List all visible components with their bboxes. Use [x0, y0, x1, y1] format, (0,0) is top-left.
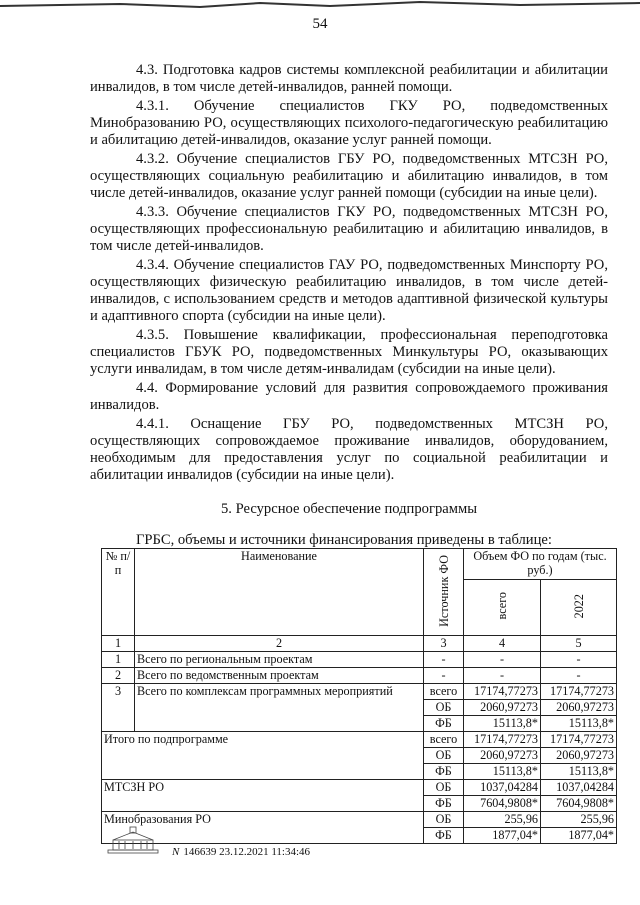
table-row: [102, 668, 617, 684]
document-registration: [172, 846, 310, 858]
paragraph: 4.3.1. Обучение специалистов ГКУ РО, подведомственных Минобразованию РО, осуществляющих психолого-педагогическую реабилитацию и абилитацию детей-инвалидов, оказание услуг ранней помощи.: [90, 98, 608, 148]
financing-table: [101, 548, 617, 844]
table-row: [102, 652, 617, 668]
row-total: -: [464, 652, 541, 668]
header-total-label: всего: [495, 592, 509, 620]
row-source: всего: [424, 684, 464, 700]
number-sign: N: [172, 846, 180, 858]
row-total: 17174,77273: [464, 684, 541, 700]
row-year: -: [541, 652, 617, 668]
row-source: ФБ: [424, 716, 464, 732]
table-row: [102, 732, 617, 748]
index-cell: 1: [102, 636, 135, 652]
row-year: 17174,77273: [541, 732, 617, 748]
row-name: Всего по региональным проектам: [135, 652, 424, 668]
row-name: Минобразования РО: [102, 812, 424, 844]
row-num: 1: [102, 652, 135, 668]
row-total: 15113,8*: [464, 764, 541, 780]
header-year-label: 2022: [571, 593, 586, 619]
row-year: 2060,97273: [541, 700, 617, 716]
row-source: ОБ: [424, 780, 464, 796]
row-total: 255,96: [464, 812, 541, 828]
index-cell: 5: [541, 636, 617, 652]
row-total: 2060,97273: [464, 748, 541, 764]
header-name: Наименование: [135, 549, 424, 636]
header-row: [102, 549, 617, 580]
row-year: 7604,9808*: [541, 796, 617, 812]
index-cell: 3: [424, 636, 464, 652]
row-year: 1877,04*: [541, 828, 617, 844]
row-total: -: [464, 668, 541, 684]
paragraph: 4.3.5. Повышение квалификации, профессиональная переподготовка специалистов ГБУК РО, подведомственных Минкультуры РО, оказывающих услуги инвалидам, в том числе детям-инвалидам (субсидии на иные цели).: [90, 327, 608, 377]
row-source: ФБ: [424, 764, 464, 780]
row-year: 15113,8*: [541, 716, 617, 732]
scan-top-edge: [0, 0, 640, 10]
header-year: [541, 580, 617, 636]
paragraph: 4.4.1. Оснащение ГБУ РО, подведомственных МТСЗН РО, осуществляющих сопровождаемое проживание инвалидов, оборудованием, необходимым для предоставления услуг по социальной реабилитации и абилитации инвалидов (субсидии на иные цели).: [90, 416, 608, 483]
row-total: 1877,04*: [464, 828, 541, 844]
row-total: 7604,9808*: [464, 796, 541, 812]
registration-number: 146639 23.12.2021 11:34:46: [183, 846, 311, 858]
row-total: 1037,04284: [464, 780, 541, 796]
index-cell: 2: [135, 636, 424, 652]
paragraph: 4.3.2. Обучение специалистов ГБУ РО, подведомственных МТСЗН РО, осуществляющих социальную реабилитацию и абилитацию инвалидов, в том числе детей-инвалидов, оказание услуг ранней помощи (субсидии на иные цели).: [90, 151, 608, 201]
row-name: Всего по комплексам программных мероприятий: [135, 684, 424, 732]
header-num: № п/п: [102, 549, 135, 636]
header-source-label: Источник ФО: [436, 554, 451, 627]
row-source: -: [424, 652, 464, 668]
row-source: ФБ: [424, 828, 464, 844]
paragraph: 4.3. Подготовка кадров системы комплексной реабилитации и абилитации инвалидов, в том числе детей-инвалидов, ранней помощи.: [90, 62, 608, 95]
section-title: 5. Ресурсное обеспечение подпрограммы: [220, 501, 477, 517]
row-year: -: [541, 668, 617, 684]
row-num: 2: [102, 668, 135, 684]
index-cell: 4: [464, 636, 541, 652]
row-year: 15113,8*: [541, 764, 617, 780]
government-building-stamp-icon: [107, 826, 159, 854]
row-name: Всего по ведомственным проектам: [135, 668, 424, 684]
body-text: [90, 62, 608, 486]
row-source: ФБ: [424, 796, 464, 812]
row-total: 17174,77273: [464, 732, 541, 748]
table-row: [102, 812, 617, 828]
row-name: Итого по подпрограмме: [102, 732, 424, 780]
row-year: 255,96: [541, 812, 617, 828]
index-row: [102, 636, 617, 652]
row-year: 17174,77273: [541, 684, 617, 700]
paragraph: 4.4. Формирование условий для развития сопровождаемого проживания инвалидов.: [90, 380, 608, 413]
table-row: [102, 684, 617, 700]
table-intro: ГРБС, объемы и источники финансирования приведены в таблице:: [136, 532, 552, 548]
row-num: 3: [102, 684, 135, 732]
row-year: 1037,04284: [541, 780, 617, 796]
header-volume: Объем ФО по годам (тыс. руб.): [464, 549, 617, 580]
row-source: ОБ: [424, 748, 464, 764]
table-row: [102, 780, 617, 796]
row-source: ОБ: [424, 812, 464, 828]
row-total: 15113,8*: [464, 716, 541, 732]
header-total: [464, 580, 541, 636]
row-source: всего: [424, 732, 464, 748]
row-name: МТСЗН РО: [102, 780, 424, 812]
row-source: -: [424, 668, 464, 684]
paragraph: 4.3.3. Обучение специалистов ГКУ РО, подведомственных МТСЗН РО, осуществляющих профессиональную реабилитацию и абилитацию инвалидов, в том числе детей-инвалидов.: [90, 204, 608, 254]
row-source: ОБ: [424, 700, 464, 716]
row-total: 2060,97273: [464, 700, 541, 716]
row-year: 2060,97273: [541, 748, 617, 764]
page-number: 54: [312, 16, 328, 32]
paragraph: 4.3.4. Обучение специалистов ГАУ РО, подведомственных Минспорту РО, осуществляющих физическую реабилитацию инвалидов, в том числе детей-инвалидов, с использованием средств и методов адаптивной физической культуры и адаптивного спорта (субсидии на иные цели).: [90, 257, 608, 324]
header-source: [424, 549, 464, 636]
